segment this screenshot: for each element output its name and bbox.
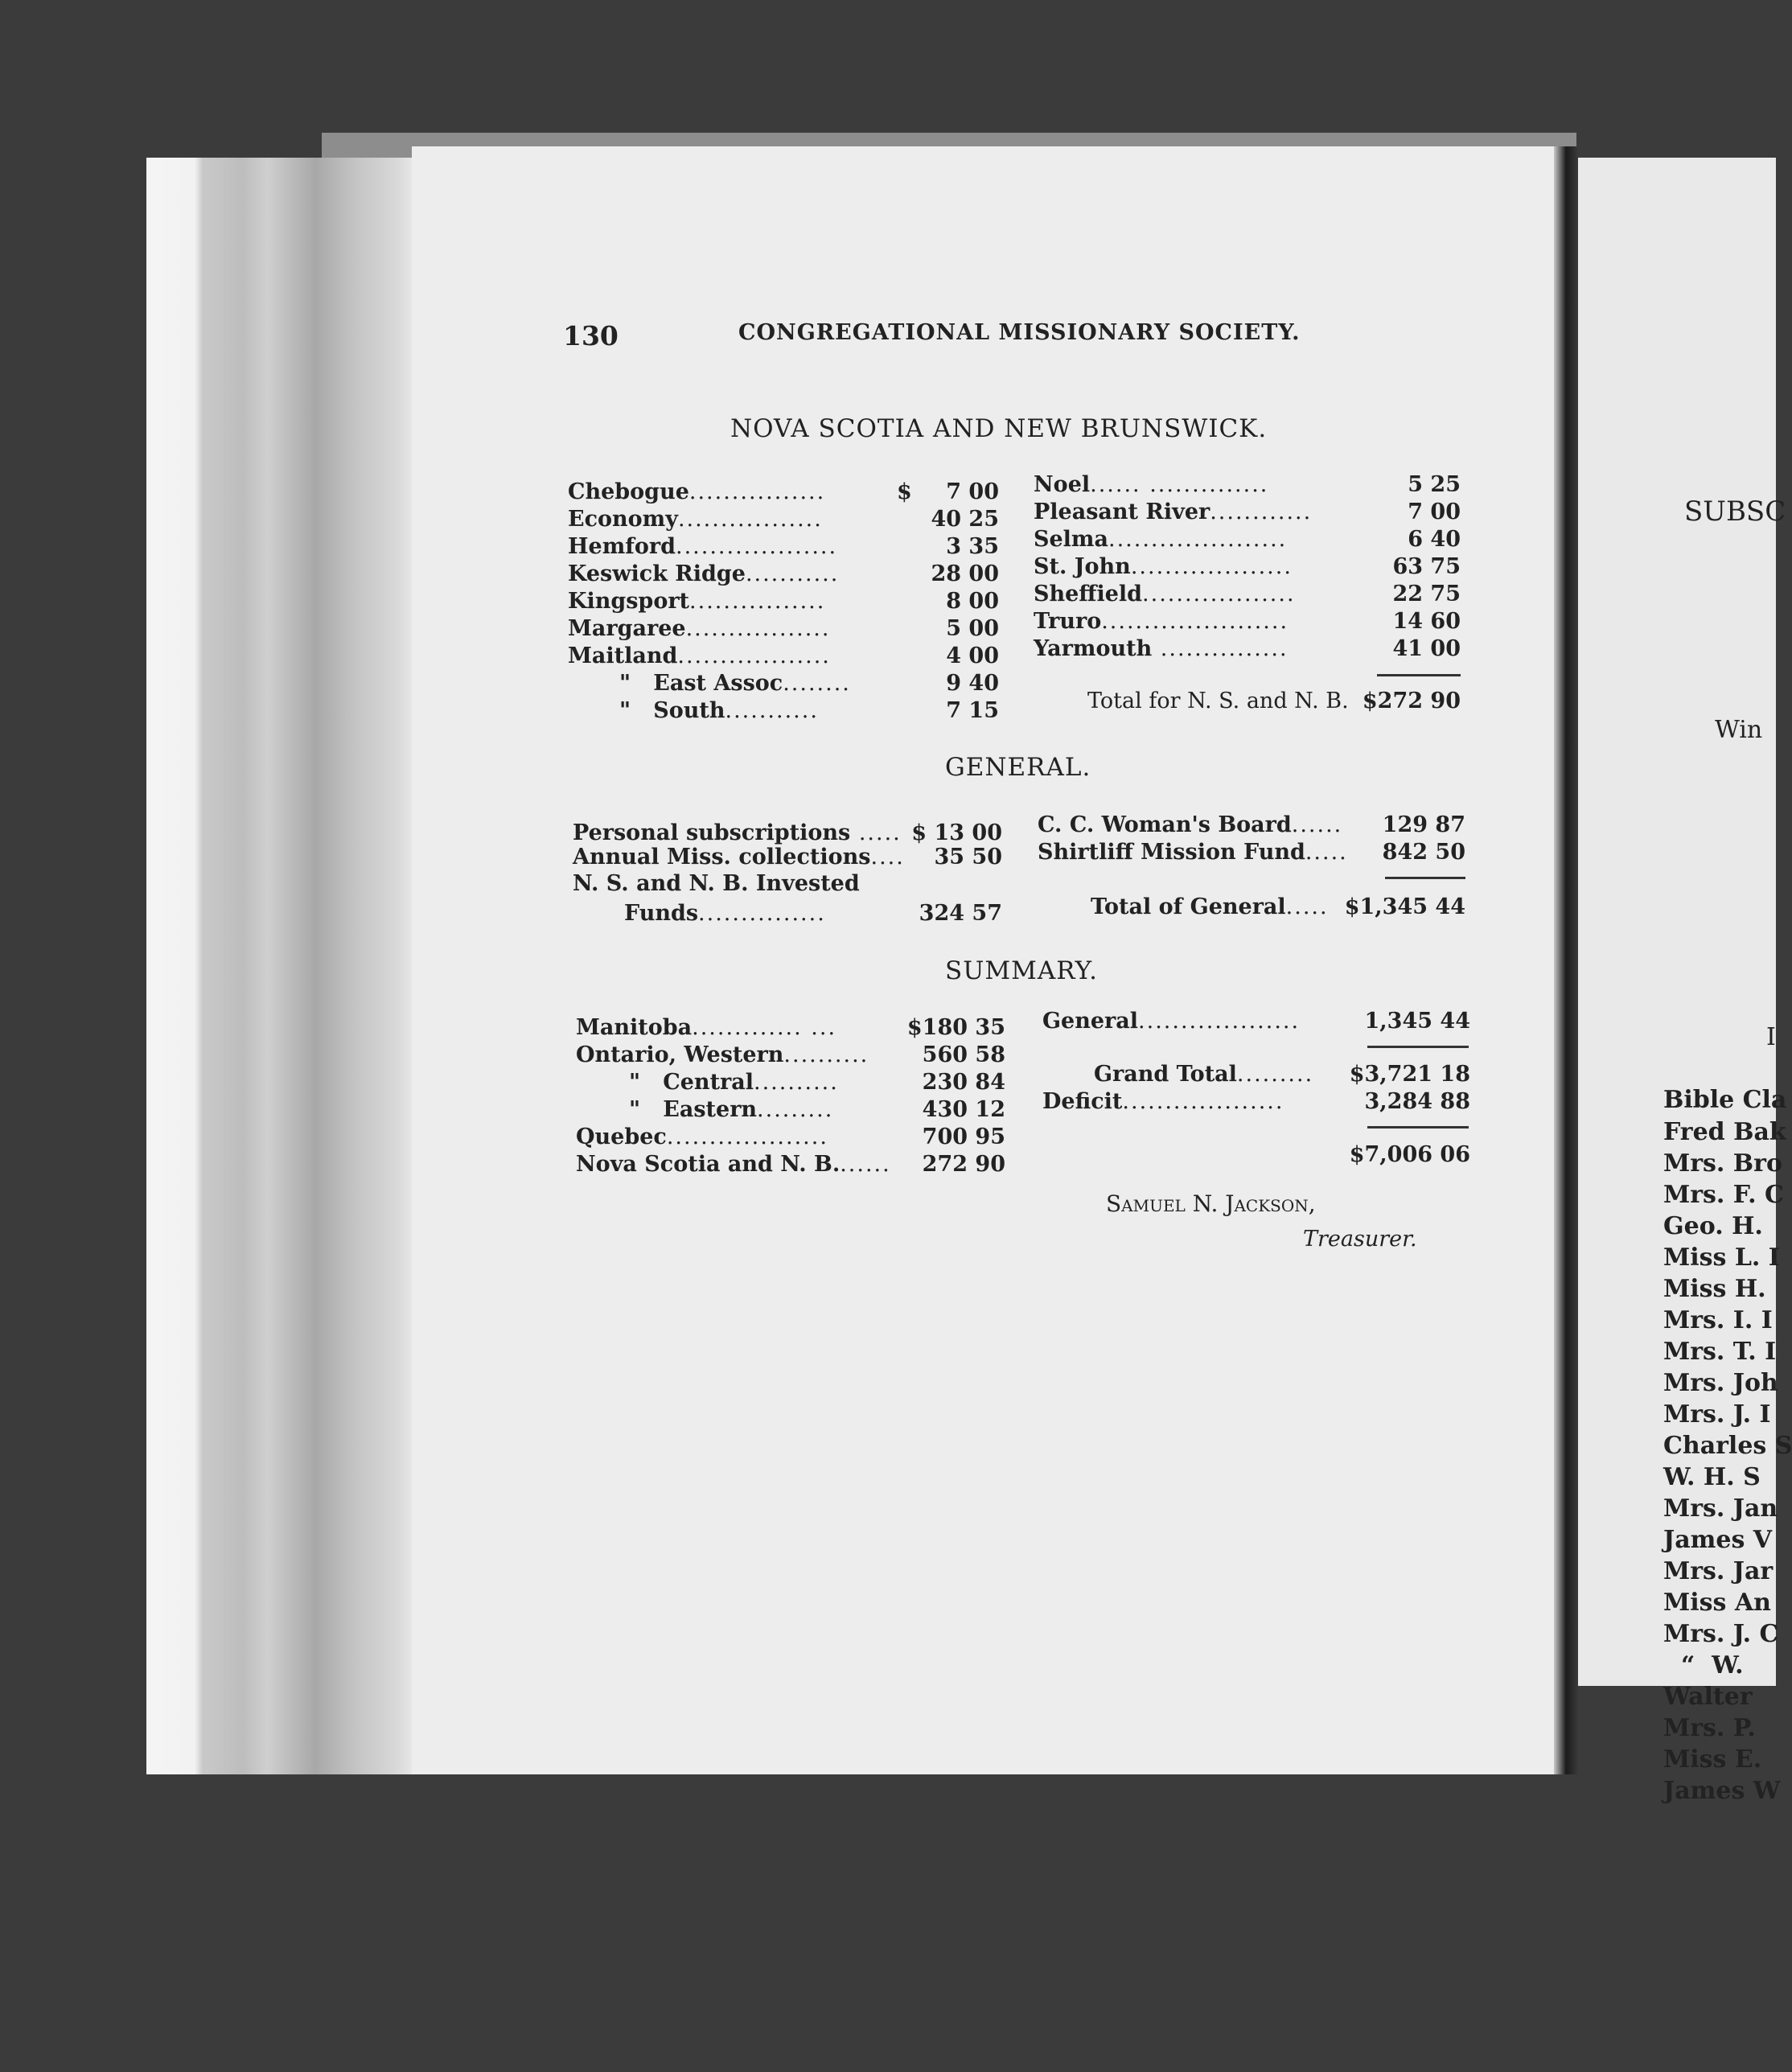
ledger-row: Chebogue................ (568, 479, 826, 504)
ledger-row: Annual Miss. collections.... (573, 845, 905, 870)
ledger-row: " South........... (619, 698, 819, 723)
ledger-row: Margaree................. (568, 616, 831, 641)
ledger-row: Grand Total......... (1094, 1062, 1314, 1087)
total-label: Total of General (1091, 894, 1286, 919)
total-amount: $272 90 (1362, 689, 1461, 713)
row-name: Ontario, Western (576, 1042, 784, 1067)
ledger-row: Maitland.................. (568, 643, 831, 668)
row-amount: 430 12 (922, 1097, 1005, 1122)
section-title-summary: SUMMARY. (945, 956, 1098, 985)
row-name: Kingsport (568, 589, 690, 614)
row-amount: 41 00 (1392, 636, 1461, 661)
right-page-fragment: Mrs. I. I (1663, 1306, 1773, 1334)
right-page-fragment: Mrs. Jar (1663, 1557, 1774, 1585)
right-page-fragment: Geo. H. (1663, 1212, 1763, 1240)
row-name: " South (619, 698, 725, 723)
right-page-fragment: I (1766, 1023, 1776, 1051)
ledger-row: Noel...... .............. (1034, 472, 1269, 497)
total-rule (1385, 877, 1465, 879)
row-name: Yarmouth (1034, 636, 1153, 661)
row-amount: 3,284 88 (1364, 1089, 1470, 1114)
right-page-fragment: James V (1663, 1526, 1773, 1554)
ledger-row: Keswick Ridge........... (568, 561, 840, 586)
row-amount: 35 50 (934, 845, 1002, 870)
row-name: Margaree (568, 616, 686, 641)
dollar-sign: $ (897, 479, 912, 504)
right-page-fragment: Mrs. Jan (1663, 1494, 1778, 1523)
row-name: Deficit (1042, 1089, 1123, 1114)
row-name: Pleasant River (1034, 500, 1210, 524)
ledger-row: Kingsport................ (568, 589, 826, 614)
ledger-row: Hemford................... (568, 534, 838, 559)
row-name: Grand Total (1094, 1062, 1237, 1087)
book-gutter (1554, 146, 1578, 1774)
ledger-row: Ontario, Western.......... (576, 1042, 869, 1067)
row-amount: 9 40 (946, 671, 999, 696)
row-amount: 63 75 (1392, 554, 1461, 579)
ledger-row: Selma..................... (1034, 527, 1288, 552)
ledger-row (573, 871, 860, 898)
running-title: CONGREGATIONAL MISSIONARY SOCIETY. (738, 320, 1301, 345)
right-page-fragment: Mrs. T. I (1663, 1338, 1777, 1366)
ledger-row: Deficit................... (1042, 1089, 1284, 1114)
row-amount: 28 00 (931, 561, 999, 586)
right-page-fragment: Miss H. (1663, 1275, 1766, 1303)
row-name: Manitoba (576, 1015, 693, 1040)
row-amount: 700 95 (922, 1124, 1005, 1149)
section-title-nova-scotia: NOVA SCOTIA AND NEW BRUNSWICK. (730, 414, 1268, 443)
ledger-row: Pleasant River............ (1034, 500, 1313, 524)
total-rule (1367, 1126, 1469, 1128)
row-name: Personal subscriptions (573, 820, 851, 845)
row-amount: 7 00 (1408, 500, 1461, 524)
treasurer-title: Treasurer. (1303, 1227, 1417, 1252)
right-page-fragment: James W (1663, 1777, 1781, 1805)
page-number: 130 (563, 320, 619, 352)
row-name: N. S. and N. B. Invested (573, 871, 860, 896)
ledger-row: Manitoba............. ... (576, 1015, 837, 1040)
right-page-fragment: W. H. S (1663, 1463, 1761, 1491)
background-shadow (146, 1774, 1776, 2072)
section-title-general: GENERAL. (945, 753, 1091, 782)
row-amount: 5 00 (946, 616, 999, 641)
row-amount: 842 50 (1382, 840, 1465, 865)
ledger-row: " Central.......... (629, 1070, 839, 1095)
ledger-row: " Eastern......... (629, 1097, 834, 1122)
total-row: Total of General..... (1091, 894, 1329, 919)
right-page-fragment: Win (1715, 716, 1763, 744)
right-page-fragment: Fred Bak (1663, 1118, 1786, 1146)
row-name: Chebogue (568, 479, 689, 504)
ledger-row: Truro...................... (1034, 609, 1289, 634)
row-name: Hemford (568, 534, 676, 559)
total-rule (1367, 1046, 1469, 1048)
row-name: " Eastern (629, 1097, 758, 1122)
row-amount: 560 58 (922, 1042, 1005, 1067)
row-amount: $ 13 00 (911, 820, 1002, 845)
right-page-fragment: Mrs. Joh (1663, 1369, 1778, 1397)
row-name: Selma (1034, 527, 1108, 552)
right-page-fragment: Mrs. J. C (1663, 1620, 1779, 1648)
row-name: General (1042, 1009, 1139, 1034)
row-amount: 129 87 (1382, 812, 1465, 837)
row-amount: 272 90 (922, 1152, 1005, 1177)
ledger-row: C. C. Woman's Board...... (1038, 812, 1343, 837)
ledger-row: " East Assoc........ (619, 671, 851, 696)
row-name: Economy (568, 507, 678, 532)
ledger-row: Personal subscriptions ..... (573, 820, 902, 845)
right-page-fragment: Mrs. P. (1663, 1714, 1756, 1742)
right-page-fragment: Mrs. J. I (1663, 1400, 1771, 1429)
row-amount: 22 75 (1392, 582, 1461, 606)
right-page-fragment: Bible Cla (1663, 1086, 1787, 1114)
row-amount: 7 00 (946, 479, 999, 504)
row-amount: 1,345 44 (1364, 1009, 1470, 1034)
ledger-row: Quebec................... (576, 1124, 828, 1149)
book-page-edges (146, 158, 412, 1774)
row-amount: 8 00 (946, 589, 999, 614)
row-amount: 3 35 (946, 534, 999, 559)
row-name: Funds (624, 901, 699, 926)
right-page-fragment: Miss E. (1663, 1745, 1762, 1774)
ledger-row: Economy................. (568, 507, 823, 532)
right-page-fragment: Mrs. Bro (1663, 1149, 1782, 1178)
row-name: Maitland (568, 643, 678, 668)
row-amount: 324 57 (919, 901, 1002, 926)
row-amount: 4 00 (946, 643, 999, 668)
row-name: Sheffield (1034, 582, 1143, 606)
row-amount: 5 25 (1408, 472, 1461, 497)
ledger-row: Shirtliff Mission Fund..... (1038, 840, 1348, 865)
row-name: St. John (1034, 554, 1131, 579)
total-rule (1377, 674, 1461, 676)
row-amount: 40 25 (931, 507, 999, 532)
grand-sum-amount: $7,006 06 (1349, 1142, 1470, 1167)
row-amount: 7 15 (946, 698, 999, 723)
row-name: Annual Miss. collections (573, 845, 871, 870)
right-page-fragment: Miss L. I (1663, 1244, 1780, 1272)
row-amount: $3,721 18 (1349, 1062, 1470, 1087)
right-page-fragment: “ W. (1681, 1651, 1744, 1679)
row-name: Nova Scotia and N. B. (576, 1152, 841, 1177)
ledger-row: Sheffield.................. (1034, 582, 1296, 606)
row-name: Truro (1034, 609, 1102, 634)
right-page-fragment: Mrs. F. C (1663, 1181, 1784, 1209)
ledger-row: Funds............... (624, 901, 826, 926)
row-name: " Central (629, 1070, 754, 1095)
ledger-row: St. John................... (1034, 554, 1293, 579)
ledger-row: General................... (1042, 1009, 1301, 1034)
row-name: " East Assoc (619, 671, 783, 696)
total-row (1087, 689, 1349, 716)
row-name: Noel (1034, 472, 1091, 497)
total-amount: $1,345 44 (1344, 894, 1465, 919)
row-name: C. C. Woman's Board (1038, 812, 1292, 837)
right-page-heading-fragment: SUBSC (1684, 495, 1786, 528)
row-amount: 230 84 (922, 1070, 1005, 1095)
ledger-row: Yarmouth ............... (1034, 636, 1289, 661)
row-amount: $180 35 (906, 1015, 1005, 1040)
row-amount: 14 60 (1392, 609, 1461, 634)
right-page-fragment: Charles S (1663, 1432, 1792, 1460)
row-name: Quebec (576, 1124, 667, 1149)
total-label: Total for N. S. and N. B. (1087, 689, 1349, 713)
treasurer-name: Samuel N. Jackson, (1106, 1190, 1316, 1217)
row-name: Shirtliff Mission Fund (1038, 840, 1305, 865)
right-page-fragment: Walter (1663, 1683, 1753, 1711)
ledger-row: Nova Scotia and N. B....... (576, 1152, 891, 1177)
row-amount: 6 40 (1408, 527, 1461, 552)
right-page-fragment: Miss An (1663, 1589, 1771, 1617)
row-name: Keswick Ridge (568, 561, 746, 586)
